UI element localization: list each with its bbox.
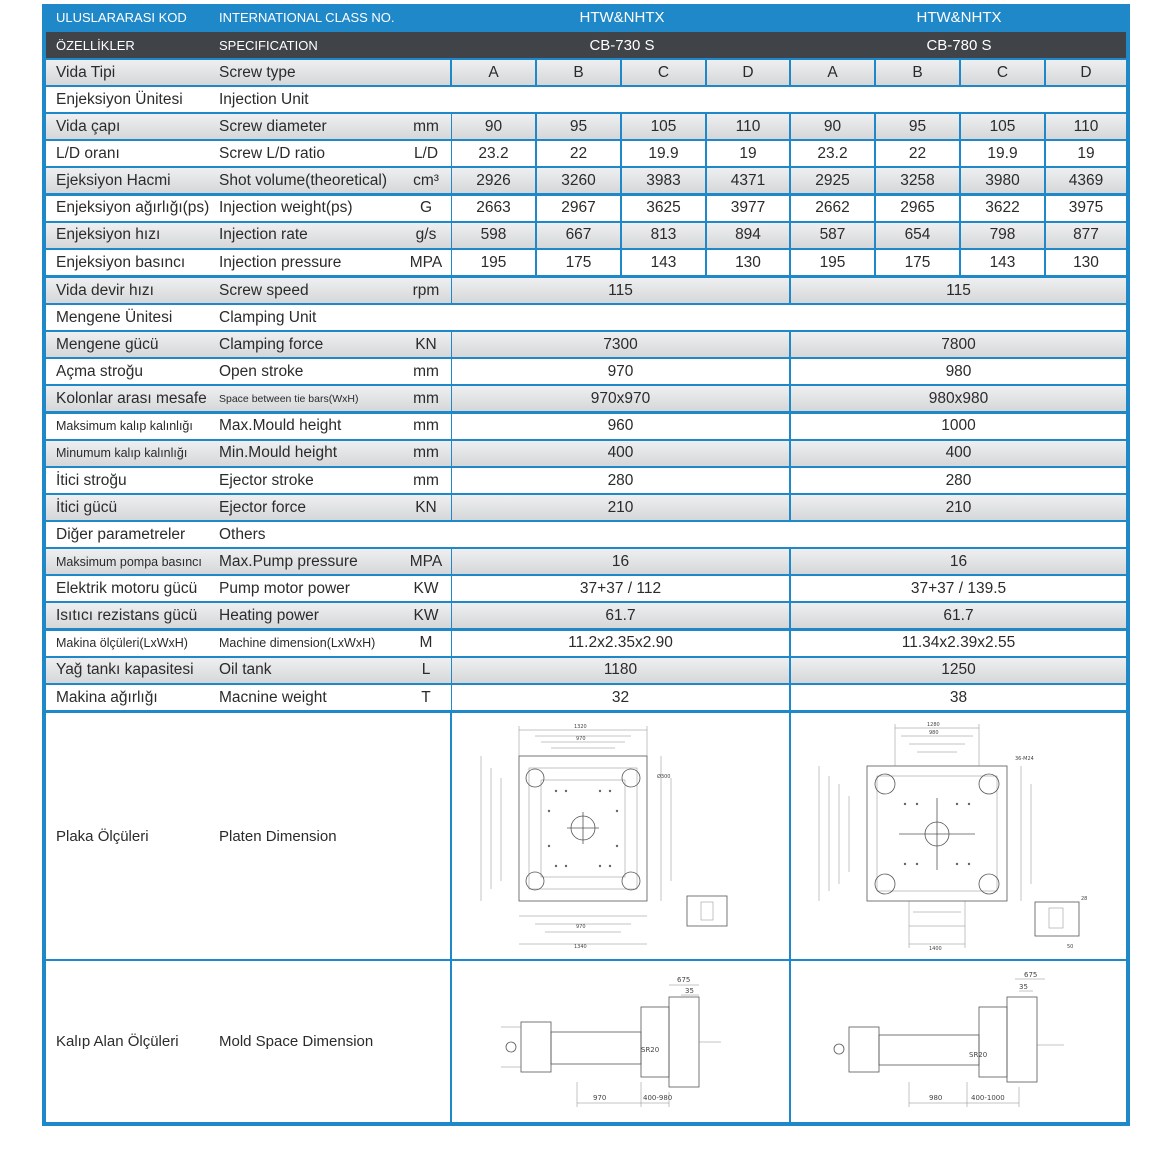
value-cell: 115	[452, 278, 789, 303]
row-label-en: Min.Mould height	[216, 441, 401, 466]
clamping-row	[46, 495, 1126, 520]
row-label-en: Max.Mould height	[216, 414, 401, 439]
m2-sr-label: SR20	[968, 1050, 987, 1059]
value-cell: 798	[961, 223, 1044, 248]
value-cell: 110	[1046, 114, 1126, 139]
value-cell: 143	[961, 250, 1044, 275]
value-cell: 3258	[876, 168, 959, 193]
row-unit: mm	[401, 114, 451, 139]
value-cell: 37+37 / 112	[452, 576, 789, 601]
value-cell: 3625	[622, 196, 705, 221]
row-label-en: Space between tie bars(WxH)	[216, 386, 401, 411]
row-label-tr: Vida devir hızı	[51, 278, 211, 303]
value-cell: 877	[1046, 223, 1126, 248]
screw-type-d-2: D	[1046, 60, 1126, 85]
row-label-en: Screw diameter	[216, 114, 401, 139]
value-cell: 110	[707, 114, 789, 139]
row-label-tr: Vida çapı	[51, 114, 211, 139]
row-label-en: Open stroke	[216, 359, 401, 384]
row-unit: mm	[401, 386, 451, 411]
value-cell: 143	[622, 250, 705, 275]
row-label-tr: Mengene gücü	[51, 332, 211, 357]
value-cell: 3980	[961, 168, 1044, 193]
value-cell: 400	[452, 441, 789, 466]
platen-drawing-cb780	[791, 713, 1126, 959]
value-cell: 960	[452, 414, 789, 439]
intl-class-label: INTERNATIONAL CLASS NO.	[219, 9, 395, 25]
section-label-en: Clamping Unit	[216, 305, 401, 330]
value-cell: 2967	[537, 196, 620, 221]
value-cell: 3983	[622, 168, 705, 193]
p2-bottom-label: 1400	[928, 946, 942, 952]
row-label-en: Screw speed	[216, 278, 401, 303]
p1-width2-label: 970	[575, 736, 586, 742]
row-unit: MPA	[401, 250, 451, 275]
injection-row	[46, 250, 1126, 275]
row-unit: L	[401, 658, 451, 683]
value-cell: 23.2	[452, 141, 535, 166]
value-cell: 7800	[791, 332, 1126, 357]
platen-label-en: Platen Dimension	[216, 713, 401, 959]
value-cell: 654	[876, 223, 959, 248]
section-label-en: Others	[216, 522, 401, 547]
value-cell: 210	[791, 495, 1126, 520]
value-cell: 175	[537, 250, 620, 275]
row-label-en: Machine dimension(LxWxH)	[216, 631, 401, 656]
other-row	[46, 631, 1126, 656]
value-cell: 3260	[537, 168, 620, 193]
value-cell: 22	[876, 141, 959, 166]
row-label-en: Macnine weight	[216, 685, 401, 710]
value-cell: 280	[791, 468, 1126, 493]
value-cell: 210	[452, 495, 789, 520]
value-cell: 1000	[791, 414, 1126, 439]
value-cell: 130	[707, 250, 789, 275]
platen-dimension-row	[46, 713, 1126, 959]
row-unit: mm	[401, 414, 451, 439]
row-label-tr: Makina ölçüleri(LxWxH)	[51, 631, 211, 656]
value-cell: 3622	[961, 196, 1044, 221]
value-cell: 19	[1046, 141, 1126, 166]
m1-sr-label: SR20	[640, 1045, 659, 1054]
value-cell: 61.7	[452, 603, 789, 628]
value-cell: 894	[707, 223, 789, 248]
section-injection-unit	[46, 87, 1126, 112]
series-1: HTW&NHTX	[579, 8, 665, 26]
row-label-tr: Açma stroğu	[51, 359, 211, 384]
value-cell: 105	[622, 114, 705, 139]
value-cell: 400	[791, 441, 1126, 466]
m1-l-label: 970	[592, 1093, 606, 1102]
row-label-tr: Kolonlar arası mesafe	[51, 386, 211, 411]
row-label-en: Screw type	[216, 60, 401, 85]
other-row	[46, 549, 1126, 574]
platen-drawing-cb730	[452, 713, 789, 959]
section-others	[46, 522, 1126, 547]
row-label-en: Injection rate	[216, 223, 401, 248]
value-cell: 95	[537, 114, 620, 139]
value-cell: 7300	[452, 332, 789, 357]
row-label-tr: Makina ağırlığı	[51, 685, 211, 710]
series-2: HTW&NHTX	[916, 8, 1002, 26]
row-label-en: Injection weight(ps)	[216, 196, 401, 221]
screw-type-d-1: D	[707, 60, 789, 85]
row-label-tr: Yağ tankı kapasitesi	[51, 658, 211, 683]
mold-drawing-cb780	[791, 961, 1126, 1122]
value-cell: 19.9	[622, 141, 705, 166]
clamping-row	[46, 441, 1126, 466]
value-cell: 130	[1046, 250, 1126, 275]
platen-label-tr: Plaka Ölçüleri	[51, 713, 211, 959]
value-cell: 105	[961, 114, 1044, 139]
p2-width2-label: 980	[928, 730, 939, 736]
injection-row	[46, 168, 1126, 193]
row-unit: KW	[401, 603, 451, 628]
value-cell: 2925	[791, 168, 874, 193]
row-unit: mm	[401, 468, 451, 493]
m1-r-label: 400-980	[642, 1093, 672, 1102]
row-unit: MPA	[401, 549, 451, 574]
other-row	[46, 576, 1126, 601]
section-label-tr: Enjeksiyon Ünitesi	[51, 87, 211, 112]
row-unit: rpm	[401, 278, 451, 303]
value-cell: 95	[876, 114, 959, 139]
value-cell: 970	[452, 359, 789, 384]
section-label-en: Injection Unit	[216, 87, 401, 112]
p1-bottom-label: 1340	[573, 944, 587, 950]
screw-speed-row	[46, 278, 1126, 303]
value-cell: 23.2	[791, 141, 874, 166]
row-label-en: Max.Pump pressure	[216, 549, 401, 574]
value-cell: 2926	[452, 168, 535, 193]
row-label-tr: Enjeksiyon ağırlığı(ps)	[51, 196, 211, 221]
row-unit: mm	[401, 359, 451, 384]
value-cell: 38	[791, 685, 1126, 710]
other-row	[46, 603, 1126, 628]
value-cell: 32	[452, 685, 789, 710]
clamping-row	[46, 332, 1126, 357]
value-cell: 667	[537, 223, 620, 248]
row-label-tr: İtici stroğu	[51, 468, 211, 493]
m1-b-label: 35	[684, 986, 694, 995]
m2-b-label: 35	[1018, 982, 1028, 991]
clamping-row	[46, 359, 1126, 384]
row-unit: KW	[401, 576, 451, 601]
other-row	[46, 685, 1126, 710]
p2-d-label: 50	[1066, 944, 1073, 950]
header-row-spec	[46, 32, 1126, 58]
value-cell: 813	[622, 223, 705, 248]
value-cell: 1250	[791, 658, 1126, 683]
value-cell: 4369	[1046, 168, 1126, 193]
mold-label-en: Mold Space Dimension	[216, 961, 401, 1122]
mold-space-dimension-row	[46, 961, 1126, 1122]
row-label-tr: Enjeksiyon basıncı	[51, 250, 211, 275]
row-label-en: Injection pressure	[216, 250, 401, 275]
value-cell: 3975	[1046, 196, 1126, 221]
clamping-row	[46, 468, 1126, 493]
row-label-en: Ejector force	[216, 495, 401, 520]
screw-type-a-2: A	[791, 60, 874, 85]
screw-type-c-1: C	[622, 60, 705, 85]
section-label-tr: Diğer parametreler	[51, 522, 211, 547]
screw-type-row	[46, 60, 1126, 85]
p2-c-label: 28	[1080, 896, 1087, 902]
screw-type-b-2: B	[876, 60, 959, 85]
row-label-en: Oil tank	[216, 658, 401, 683]
injection-row	[46, 196, 1126, 221]
value-cell: 587	[791, 223, 874, 248]
value-cell: 175	[876, 250, 959, 275]
m2-l-label: 980	[928, 1093, 942, 1102]
value-cell: 16	[791, 549, 1126, 574]
row-unit: g/s	[401, 223, 451, 248]
p1-tie-label: 970	[575, 924, 586, 930]
value-cell: 3977	[707, 196, 789, 221]
model-1: CB-730 S	[589, 36, 655, 54]
row-label-tr: Ejeksiyon Hacmi	[51, 168, 211, 193]
clamping-row	[46, 414, 1126, 439]
kod-label: ULUSLARARASI KOD	[56, 9, 187, 25]
row-unit: G	[401, 196, 451, 221]
value-cell: 16	[452, 549, 789, 574]
section-label-tr: Mengene Ünitesi	[51, 305, 211, 330]
value-cell: 2662	[791, 196, 874, 221]
p1-width-label: 1320	[573, 724, 587, 730]
value-cell: 980x980	[791, 386, 1126, 411]
value-cell: 2663	[452, 196, 535, 221]
value-cell: 598	[452, 223, 535, 248]
m1-a-label: 675	[676, 975, 690, 984]
row-label-tr: Vida Tipi	[51, 60, 211, 85]
value-cell: 115	[791, 278, 1126, 303]
value-cell: 195	[452, 250, 535, 275]
row-label-en: Pump motor power	[216, 576, 401, 601]
row-unit: mm	[401, 441, 451, 466]
value-cell: 90	[452, 114, 535, 139]
value-cell: 19.9	[961, 141, 1044, 166]
value-cell: 4371	[707, 168, 789, 193]
p2-m-label: 36-M24	[1014, 756, 1034, 762]
value-cell: 22	[537, 141, 620, 166]
screw-type-c-2: C	[961, 60, 1044, 85]
m2-r-label: 400-1000	[970, 1093, 1005, 1102]
model-2: CB-780 S	[926, 36, 992, 54]
row-label-en: Shot volume(theoretical)	[216, 168, 401, 193]
value-cell: 37+37 / 139.5	[791, 576, 1126, 601]
p1-hole-label: Ø300	[656, 774, 670, 780]
row-label-tr: Maksimum pompa basıncı	[51, 549, 211, 574]
value-cell: 970x970	[452, 386, 789, 411]
row-unit: L/D	[401, 141, 451, 166]
value-cell: 61.7	[791, 603, 1126, 628]
value-cell: 11.34x2.39x2.55	[791, 631, 1126, 656]
screw-type-b-1: B	[537, 60, 620, 85]
row-label-tr: İtici gücü	[51, 495, 211, 520]
injection-row	[46, 114, 1126, 139]
header-row-class	[46, 4, 1126, 30]
row-label-en: Screw L/D ratio	[216, 141, 401, 166]
value-cell: 195	[791, 250, 874, 275]
row-label-tr: Enjeksiyon hızı	[51, 223, 211, 248]
value-cell: 2965	[876, 196, 959, 221]
row-unit: KN	[401, 332, 451, 357]
section-clamping-unit	[46, 305, 1126, 330]
spec-table	[42, 4, 1130, 1126]
p2-width-label: 1280	[926, 722, 940, 728]
row-label-tr: Maksimum kalıp kalınlığı	[51, 414, 211, 439]
row-unit: M	[401, 631, 451, 656]
ozellikler-label: ÖZELLİKLER	[56, 37, 135, 53]
row-label-tr: Isıtıcı rezistans gücü	[51, 603, 211, 628]
row-unit: KN	[401, 495, 451, 520]
screw-type-a-1: A	[452, 60, 535, 85]
value-cell: 90	[791, 114, 874, 139]
row-label-en: Heating power	[216, 603, 401, 628]
mold-label-tr: Kalıp Alan Ölçüleri	[51, 961, 211, 1122]
row-unit: cm³	[401, 168, 451, 193]
mold-drawing-cb730	[452, 961, 789, 1122]
value-cell: 19	[707, 141, 789, 166]
injection-row	[46, 223, 1126, 248]
value-cell: 11.2x2.35x2.90	[452, 631, 789, 656]
injection-row	[46, 141, 1126, 166]
other-row	[46, 658, 1126, 683]
row-label-en: Clamping force	[216, 332, 401, 357]
value-cell: 980	[791, 359, 1126, 384]
row-label-tr: L/D oranı	[51, 141, 211, 166]
row-label-en: Ejector stroke	[216, 468, 401, 493]
value-cell: 280	[452, 468, 789, 493]
row-label-tr: Minumum kalıp kalınlığı	[51, 441, 211, 466]
spec-label: SPECIFICATION	[219, 37, 318, 53]
clamping-row	[46, 386, 1126, 411]
row-label-tr: Elektrik motoru gücü	[51, 576, 211, 601]
value-cell: 1180	[452, 658, 789, 683]
row-unit: T	[401, 685, 451, 710]
m2-a-label: 675	[1023, 970, 1037, 979]
